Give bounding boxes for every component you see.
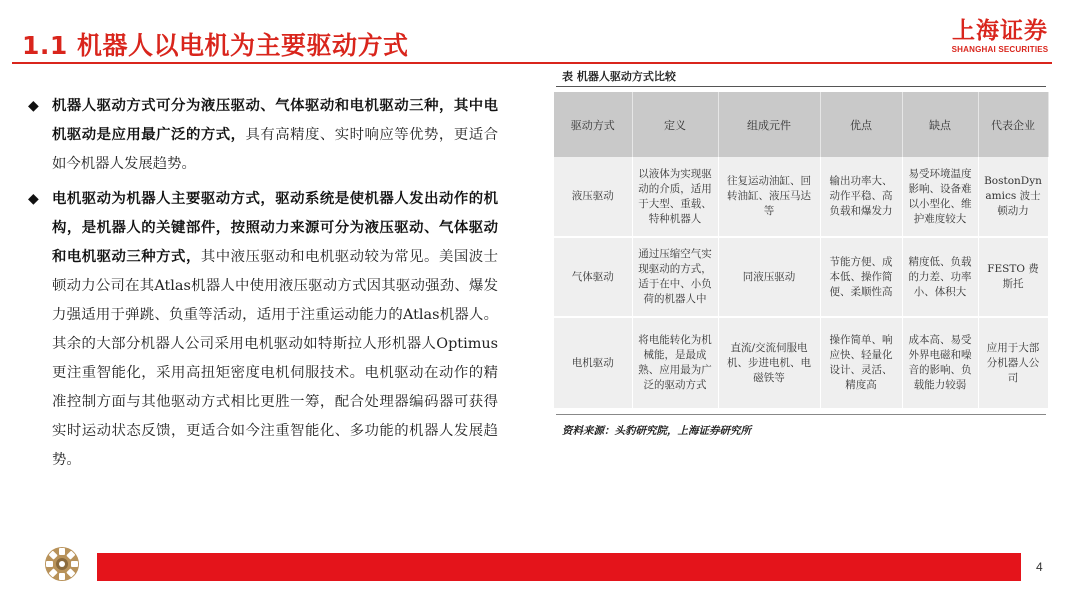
source-note: 资料来源：头豹研究院，上海证券研究所 (562, 425, 751, 437)
comparison-table (554, 92, 1048, 410)
table-cell: 易受环境温度影响、设备难以小型化、维护难度较大 (902, 157, 978, 237)
bullet-item (28, 185, 498, 475)
table-cell: 液压驱动 (554, 157, 632, 237)
bullet-list (28, 92, 498, 481)
table-row (554, 237, 1048, 317)
table-cell: BostonDynamics 波士顿动力 (978, 157, 1048, 237)
table-cell: 成本高、易受外界电磁和噪音的影响、负载能力较弱 (902, 317, 978, 409)
table-cell: 直流/交流伺服电机、步进电机、电磁铁等 (718, 317, 820, 409)
table-cell: 将电能转化为机械能，是最成熟、应用最为广泛的驱动方式 (632, 317, 718, 409)
table-cell: 节能方便、成本低、操作简便、柔顺性高 (820, 237, 902, 317)
company-logo (950, 18, 1050, 55)
table-cell: 往复运动油缸、回转油缸、液压马达等 (718, 157, 820, 237)
table-caption: 表 机器人驱动方式比较 (562, 70, 676, 83)
diamond-bullet-icon: ◆ (28, 191, 39, 207)
caption-divider (556, 86, 1046, 87)
table-header-row (554, 92, 1048, 157)
bullet-bold-text: 电机驱动为机器人主要驱动方式，驱动系统是使机器人发出动作的机构，是机器人的关键部件，按照动力来源可分为液压驱动、气体驱动和电机驱动三种方式， (52, 191, 498, 265)
table-cell: 同液压驱动 (718, 237, 820, 317)
bullet-paragraph (52, 92, 498, 179)
table-header-cell: 驱动方式 (554, 92, 632, 157)
table-cell: 精度低、负载的力差、功率小、体积大 (902, 237, 978, 317)
table-cell: 操作简单、响应快、轻量化设计、灵活、精度高 (820, 317, 902, 409)
logo-text-cn: 上海证券 (952, 18, 1048, 44)
company-emblem-icon (44, 546, 80, 582)
logo-text-en: SHANGHAI SECURITIES (951, 45, 1049, 54)
title-divider (12, 62, 1052, 64)
bullet-item (28, 92, 498, 179)
table-header-cell: 优点 (820, 92, 902, 157)
bullet-body-text: 具有高精度、实时响应等优势，更适合如今机器人发展趋势。 (52, 127, 498, 172)
table-row (554, 317, 1048, 409)
table-header-cell: 代表企业 (978, 92, 1048, 157)
footer-bar (97, 553, 1021, 581)
bullet-paragraph (52, 185, 498, 475)
source-divider (556, 414, 1046, 415)
table-cell: 以液体为实现驱动的介质，适用于大型、重载、特种机器人 (632, 157, 718, 237)
table-cell: FESTO 费斯托 (978, 237, 1048, 317)
table-cell: 通过压缩空气实现驱动的方式，适于在中、小负荷的机器人中 (632, 237, 718, 317)
bullet-bold-text: 机器人驱动方式可分为液压驱动、气体驱动和电机驱动三种，其中电机驱动是应用最广泛的方式， (52, 98, 498, 143)
table-header-cell: 缺点 (902, 92, 978, 157)
diamond-bullet-icon: ◆ (28, 98, 39, 114)
bullet-body-text: 其中液压驱动和电机驱动较为常见。美国波士顿动力公司在其Atlas机器人中使用液压驱动方式因其驱动强劲、爆发力强适用于弹跳、负重等活动，适用于注重运动能力的Atlas机器人。其余的大部分机器人公司采用电机驱动如特斯拉人形机器人Optimus更注重智能化，采用高扭矩密度电机伺服技术。电机驱动在动作的精准控制方面与其他驱动方式相比更胜一筹，配合处理器编码器可获得实时运动状态反馈，更适合如今注重智能化、多功能的机器人发展趋势。 (52, 249, 498, 468)
table-cell: 电机驱动 (554, 317, 632, 409)
slide-title: 1.1 机器人以电机为主要驱动方式 (22, 31, 409, 60)
table-row (554, 157, 1048, 237)
table-cell: 应用于大部分机器人公司 (978, 317, 1048, 409)
page-number: 4 (1036, 560, 1043, 574)
table-header-cell: 定义 (632, 92, 718, 157)
table-header-cell: 组成元件 (718, 92, 820, 157)
table-cell: 气体驱动 (554, 237, 632, 317)
table-cell: 输出功率大、动作平稳、高负载和爆发力 (820, 157, 902, 237)
